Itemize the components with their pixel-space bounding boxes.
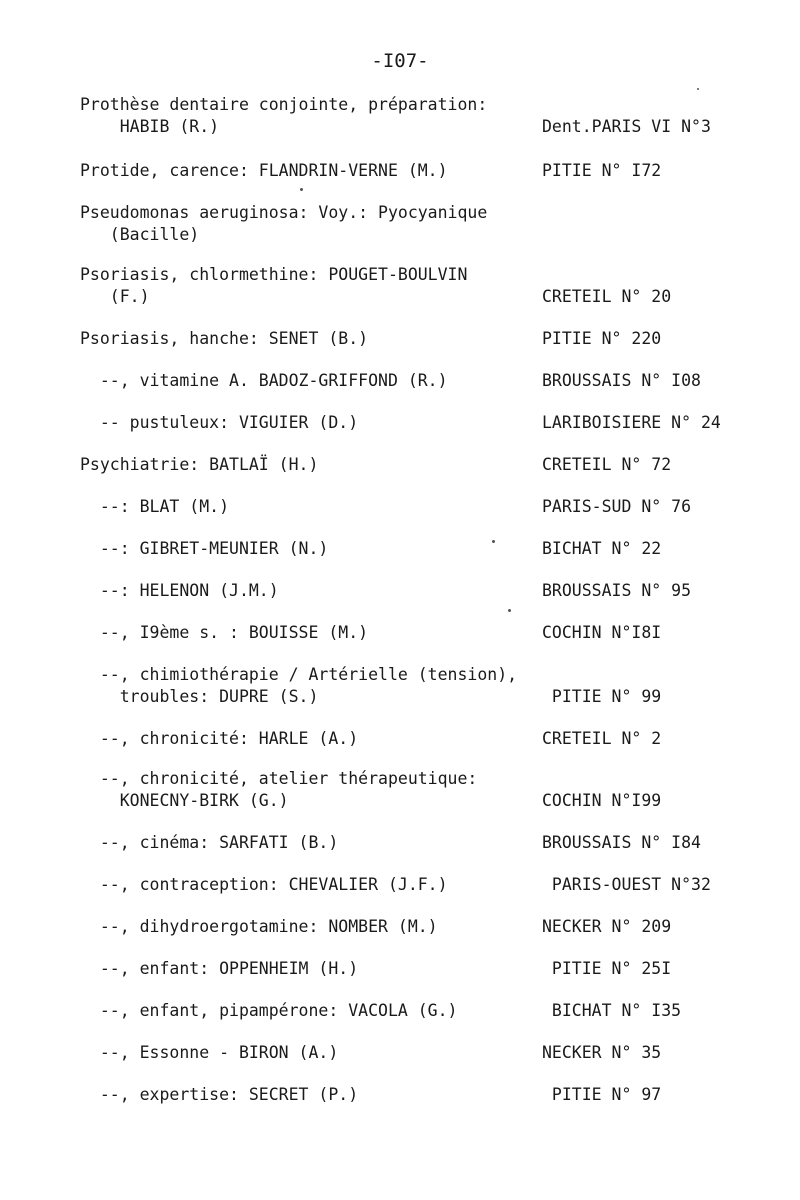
index-entry bbox=[0, 874, 800, 896]
index-entry bbox=[0, 1084, 800, 1106]
entry-text-line: Psoriasis, hanche: SENET (B.) bbox=[80, 329, 369, 348]
entry-text-line: --, dihydroergotamine: NOMBER (M.) bbox=[80, 917, 438, 936]
entry-text-line: (Bacille) bbox=[80, 225, 200, 244]
entry-reference: BICHAT N° I35 bbox=[542, 1001, 682, 1020]
index-entry bbox=[0, 664, 800, 708]
entry-reference: COCHIN N°I99 bbox=[542, 791, 662, 810]
entry-reference: Dent.PARIS VI N°3 bbox=[542, 117, 711, 136]
entry-text-line: Psychiatrie: BATLAЇ (H.) bbox=[80, 455, 319, 474]
index-entry bbox=[0, 1042, 800, 1064]
index-entry bbox=[0, 832, 800, 854]
entry-reference: PITIE N° 220 bbox=[542, 329, 662, 348]
index-entry bbox=[0, 728, 800, 750]
entry-text-line: troubles: DUPRE (S.) bbox=[80, 687, 319, 706]
entry-reference: LARIBOISIERE N° 24 bbox=[542, 413, 721, 432]
entry-text-line: --, contraception: CHEVALIER (J.F.) bbox=[80, 875, 448, 894]
entry-text-line: Psoriasis, chlormethine: POUGET-BOULVIN bbox=[80, 265, 468, 284]
entry-text-line: --, chimiothérapie / Artérielle (tension), bbox=[80, 665, 518, 684]
entry-reference: PARIS-OUEST N°32 bbox=[542, 875, 711, 894]
index-entry bbox=[0, 916, 800, 938]
entry-text-line: --, expertise: SECRET (P.) bbox=[80, 1085, 359, 1104]
entry-text-line: HABIB (R.) bbox=[80, 117, 220, 136]
entry-reference: CRETEIL N° 72 bbox=[542, 455, 672, 474]
entry-text-line: --: GIBRET-MEUNIER (N.) bbox=[80, 539, 329, 558]
index-entry bbox=[0, 202, 800, 246]
entry-text-line: --, chronicité: HARLE (A.) bbox=[80, 729, 359, 748]
entry-reference: CRETEIL N° 20 bbox=[542, 287, 672, 306]
index-entry bbox=[0, 768, 800, 812]
entry-text-line: --, vitamine A. BADOZ-GRIFFOND (R.) bbox=[80, 371, 448, 390]
entry-reference: PARIS-SUD N° 76 bbox=[542, 497, 692, 516]
entry-text-line: Prothèse dentaire conjointe, préparation: bbox=[80, 95, 488, 114]
index-entry bbox=[0, 496, 800, 518]
entry-text-line: --, chronicité, atelier thérapeutique: bbox=[80, 769, 478, 788]
scan-speck bbox=[492, 540, 495, 543]
entry-reference: PITIE N° I72 bbox=[542, 161, 662, 180]
index-entry bbox=[0, 94, 800, 138]
entry-reference: BROUSSAIS N° 95 bbox=[542, 581, 692, 600]
entry-text-line: --, I9ème s. : BOUISSE (M.) bbox=[80, 623, 369, 642]
entry-reference: NECKER N° 209 bbox=[542, 917, 672, 936]
entry-reference: CRETEIL N° 2 bbox=[542, 729, 662, 748]
entry-text-line: Pseudomonas aeruginosa: Voy.: Pyocyanique bbox=[80, 203, 488, 222]
index-entry bbox=[0, 454, 800, 476]
index-entry bbox=[0, 160, 800, 182]
entry-reference: BROUSSAIS N° I84 bbox=[542, 833, 701, 852]
entry-text-line: --, cinéma: SARFATI (B.) bbox=[80, 833, 339, 852]
entry-reference: PITIE N° 97 bbox=[542, 1085, 662, 1104]
index-entry bbox=[0, 1000, 800, 1022]
index-entry bbox=[0, 622, 800, 644]
scan-speck bbox=[697, 88, 699, 90]
index-entry bbox=[0, 958, 800, 980]
entry-text-line: --: BLAT (M.) bbox=[80, 497, 230, 516]
entry-text-line: (F.) bbox=[80, 287, 150, 306]
entry-text-line: --, enfant: OPPENHEIM (H.) bbox=[80, 959, 359, 978]
page-number: -I07- bbox=[371, 50, 429, 72]
index-entry bbox=[0, 580, 800, 602]
entry-reference: COCHIN N°I8I bbox=[542, 623, 662, 642]
index-entry bbox=[0, 412, 800, 434]
scan-speck bbox=[300, 188, 303, 191]
entry-reference: BROUSSAIS N° I08 bbox=[542, 371, 701, 390]
entry-text-line: Protide, carence: FLANDRIN-VERNE (M.) bbox=[80, 161, 448, 180]
entry-reference: BICHAT N° 22 bbox=[542, 539, 662, 558]
index-entry bbox=[0, 370, 800, 392]
entry-reference: NECKER N° 35 bbox=[542, 1043, 662, 1062]
entry-reference: PITIE N° 99 bbox=[542, 687, 662, 706]
entry-text-line: --: HELENON (J.M.) bbox=[80, 581, 279, 600]
entry-text-line: KONECNY-BIRK (G.) bbox=[80, 791, 289, 810]
entry-text-line: -- pustuleux: VIGUIER (D.) bbox=[80, 413, 359, 432]
index-entry bbox=[0, 328, 800, 350]
scan-speck bbox=[508, 609, 511, 612]
index-entry bbox=[0, 538, 800, 560]
index-entry bbox=[0, 264, 800, 308]
entry-text-line: --, enfant, pipampérone: VACOLA (G.) bbox=[80, 1001, 458, 1020]
entry-reference: PITIE N° 25I bbox=[542, 959, 672, 978]
entry-text-line: --, Essonne - BIRON (A.) bbox=[80, 1043, 339, 1062]
